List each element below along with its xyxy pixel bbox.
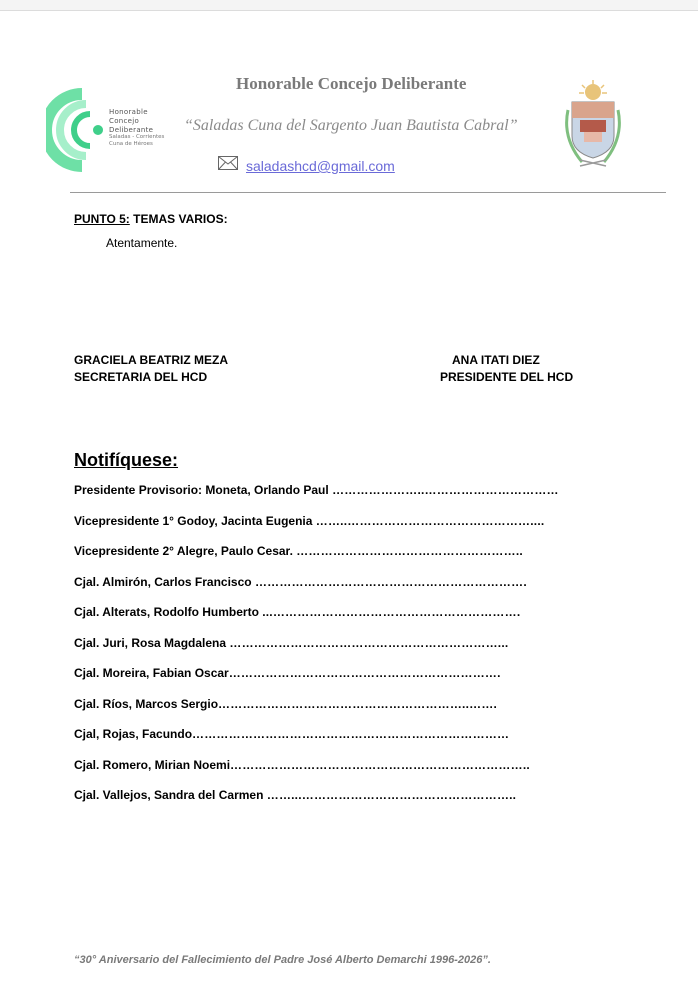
recipient-label: Cjal. Moreira, Fabian Oscar: [74, 666, 229, 680]
list-item: [74, 697, 559, 728]
recipient-dots: ………………………………………………………………..: [230, 757, 530, 772]
signatory-secretary: [74, 352, 228, 386]
recipient-label: Cjal. Ríos, Marcos Sergio: [74, 696, 219, 711]
closing-text: Atentamente.: [106, 236, 178, 250]
signatory-role: PRESIDENTE DEL HCD: [440, 370, 574, 384]
recipient-list: [74, 483, 559, 819]
signatory-name: ANA ITATI DIEZ: [452, 353, 540, 367]
list-item: [74, 605, 559, 636]
viewer-top-bar: [0, 0, 698, 11]
agenda-point-title: TEMAS VARIOS:: [129, 212, 228, 226]
footer-anniversary: “30° Aniversario del Fallecimiento del Padre José Alberto Demarchi 1996-2026”.: [74, 954, 491, 966]
list-item: [74, 727, 559, 758]
hcd-logo-mark: [46, 88, 106, 172]
recipient-dots: ……...……………………………………………..: [266, 788, 517, 802]
recipient-label: Vicepresidente 1° Godoy, Jacinta Eugenia: [74, 513, 316, 528]
recipient-label: Cjal. Juri, Rosa Magdalena: [74, 635, 230, 650]
logo-line-5: Cuna de Héroes: [109, 141, 153, 148]
list-item: [74, 666, 559, 697]
list-item: [74, 758, 559, 789]
institution-title: Honorable Concejo Deliberante: [236, 74, 467, 93]
list-item: [74, 483, 559, 514]
recipient-dots: ……………………………………………………..…….: [218, 696, 498, 711]
logo-line-4: Saladas - Corrientes: [109, 134, 165, 141]
recipient-label: Cjal. Vallejos, Sandra del Carmen: [74, 788, 267, 802]
logo-line-2: Concejo: [109, 116, 140, 125]
list-item: [74, 575, 559, 606]
signatory-president: [440, 352, 573, 386]
signatory-name: GRACIELA BEATRIZ MEZA: [74, 353, 228, 367]
recipient-dots: ………………………………………………………….: [228, 666, 501, 680]
recipient-label: Cjal. Alterats, Rodolfo Humberto: [74, 605, 263, 619]
agenda-point: [74, 212, 228, 226]
recipient-dots: ……..………………………………………....: [315, 513, 545, 528]
recipient-label: Vicepresidente 2° Alegre, Paulo Cesar.: [74, 544, 297, 558]
list-item: [74, 636, 559, 667]
email-link[interactable]: saladashcd@gmail.com: [246, 158, 395, 174]
notify-heading: Notifíquese:: [74, 450, 179, 470]
agenda-point-number: PUNTO 5:: [74, 212, 130, 226]
logo-line-3: Deliberante: [109, 125, 154, 134]
signatory-role: SECRETARIA DEL HCD: [74, 370, 208, 384]
hcd-logo: [46, 88, 176, 172]
list-item: [74, 544, 559, 575]
recipient-dots: ………………………………………………..: [296, 544, 523, 558]
list-item: [74, 788, 559, 819]
mail-icon: [218, 156, 238, 170]
recipient-dots: ……………………………………………………………………: [192, 727, 510, 741]
recipient-label: Cjal. Romero, Mirian Noemi: [74, 757, 231, 772]
list-item: [74, 514, 559, 545]
recipient-dots: ………………………………………………………….: [254, 574, 527, 589]
recipient-label: Presidente Provisorio: Moneta, Orlando Paul: [74, 483, 333, 497]
recipient-label: Cjal, Rojas, Facundo: [74, 727, 193, 741]
recipient-dots: …………………………………………………………...: [229, 635, 509, 650]
header-divider: [70, 192, 666, 193]
institution-motto: “Saladas Cuna del Sargento Juan Bautista Cabral”: [184, 117, 518, 134]
recipient-label: Cjal. Almirón, Carlos Francisco: [74, 574, 255, 589]
coat-of-arms-icon: [560, 80, 626, 168]
recipient-dots: ...…………………………………………………….: [262, 605, 521, 619]
logo-line-1: Honorable: [109, 108, 148, 116]
recipient-dots: …………………..……………………………: [332, 483, 559, 497]
